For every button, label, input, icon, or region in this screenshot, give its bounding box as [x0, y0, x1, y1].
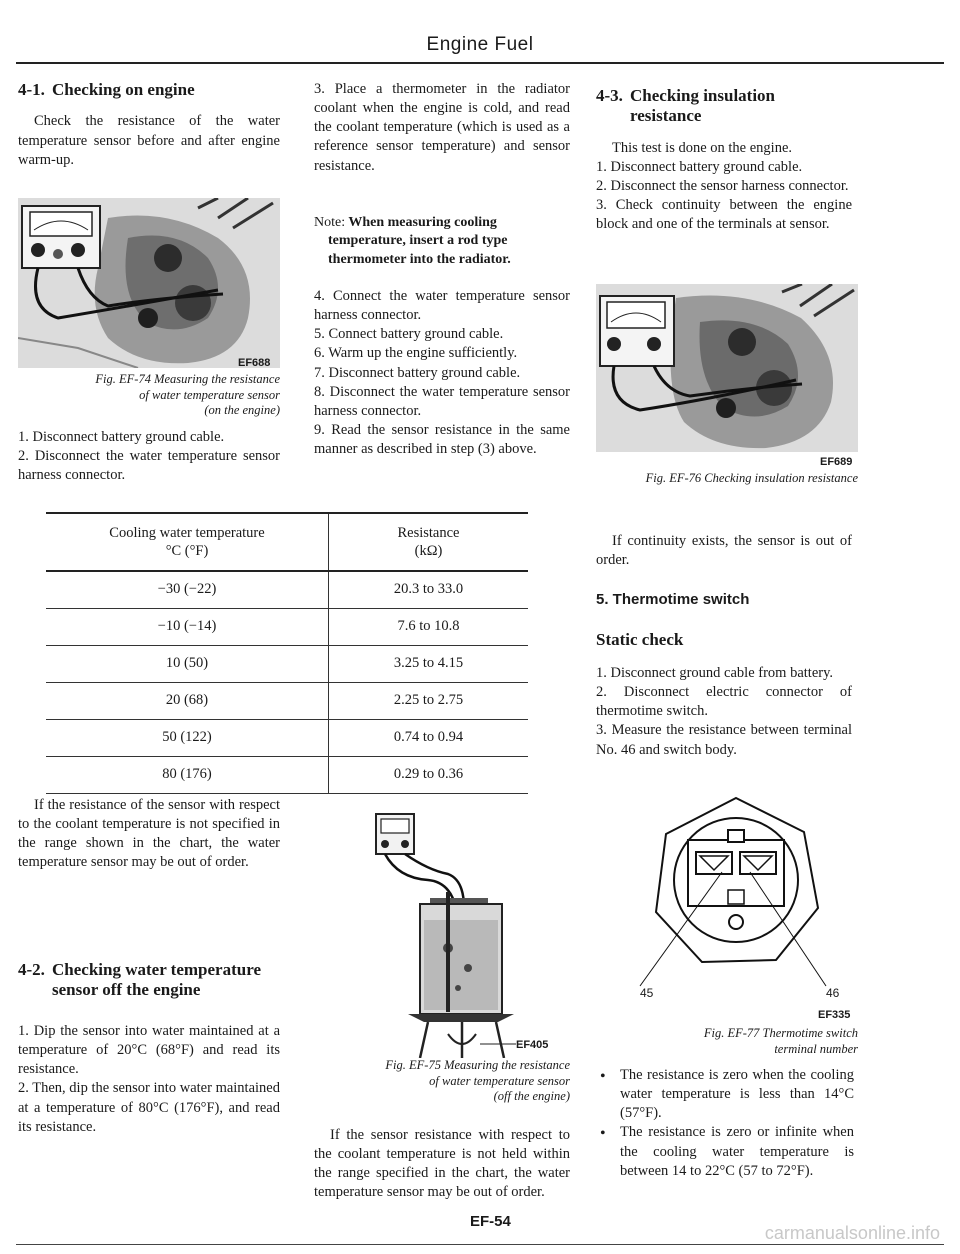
cell-temperature: 20 (68) [46, 683, 329, 720]
section-4-2-title-line1: Checking water temperature [52, 960, 261, 979]
fig-code-ef405: EF405 [516, 1039, 549, 1051]
caption-ef77-line1: Thermotime switch [762, 1026, 858, 1040]
section-4-1-steps [18, 428, 280, 485]
cell-temperature: 10 (50) [46, 646, 329, 683]
terminal-label-46: 46 [826, 986, 840, 1000]
bullet-item: • The resistance is zero when the cooling water temperature is less than 14°C (57°F). [596, 1066, 854, 1123]
fig-code-ef689: EF689 [820, 456, 853, 468]
terminal-label-45: 45 [640, 986, 654, 1000]
bullet-item: • The resistance is zero or infinite when the cooling water temperature is between 14 to 22°C (57 to 72°F). [596, 1123, 854, 1180]
section-4-3-heading [596, 86, 852, 127]
beaker-photo-ef75 [368, 808, 518, 1058]
step-item: 9. Read the sensor resistance in the same manner as described in step (3) above. [314, 421, 570, 458]
column-header-resistance: Resistance (kΩ) [329, 513, 529, 571]
middle-closing-text: If the sensor resistance with respect to the coolant temperature is not held within the range specified in the chart, the water temperature sensor may be out of order. [314, 1127, 570, 1201]
cell-resistance: 7.6 to 10.8 [329, 609, 529, 646]
step-item: 7. Disconnect battery ground cable. [314, 364, 521, 381]
static-check-steps [596, 664, 852, 760]
caption-ef77-number: Fig. EF-77 [703, 1026, 760, 1040]
cell-resistance: 2.25 to 2.75 [329, 683, 529, 720]
step-item: 2. Disconnect the water temperature sensor harness connector. [18, 448, 280, 484]
step-item: 1. Disconnect battery ground cable. [596, 158, 803, 175]
cell-resistance: 3.25 to 4.15 [329, 646, 529, 683]
header-rule [16, 62, 944, 64]
middle-column-top [314, 80, 570, 459]
thermotime-switch-diagram [626, 790, 846, 1000]
middle-steps-b [314, 287, 570, 459]
table-row [46, 757, 528, 794]
step-item: 5. Connect battery ground cable. [314, 326, 504, 343]
section-4-2-heading [18, 960, 280, 1001]
caption-ef77-line2: terminal number [774, 1041, 858, 1056]
static-check-bullets [596, 1066, 854, 1181]
table-row [46, 683, 528, 720]
caption-ef77 [596, 1026, 858, 1057]
caption-ef75-number: Fig. EF-75 [385, 1058, 441, 1072]
caption-ef75-line2: of water temperature sensor [429, 1073, 570, 1088]
caption-ef74-line2: of water temperature sensor [139, 387, 280, 402]
fig-code-ef688: EF688 [238, 357, 271, 369]
section-4-3-after: If continuity exists, the sensor is out of order. [596, 533, 852, 569]
note-block [314, 214, 570, 269]
section-4-1-number: 4-1. [18, 80, 45, 99]
column-header-temperature: Cooling water temperature °C (°F) [46, 513, 329, 571]
section-4-2-steps [18, 1022, 280, 1137]
note-text: When measuring cooling temperature, insert a rod type thermometer into the radiator. [328, 214, 511, 267]
step-item: 2. Then, dip the sensor into water maintained at a temperature of 80°C (176°F), and read its resistance. [18, 1080, 280, 1135]
caption-ef74-line3: (on the engine) [204, 403, 280, 418]
section-4-1-title: Checking on engine [52, 80, 195, 99]
section-4-3-steps [596, 158, 852, 235]
page-header-title: Engine Fuel [426, 34, 534, 55]
table-row [46, 720, 528, 757]
section-4-3-title-line1: Checking insulation [630, 86, 776, 105]
caption-ef74-number: Fig. EF-74 [95, 372, 151, 386]
step-item: 2. Disconnect electric connector of thermotime switch. [596, 684, 852, 720]
section-4-1-intro: Check the resistance of the water temperature sensor before and after engine warm-up. [18, 113, 280, 168]
section-4-3-title-line2: resistance [630, 106, 702, 126]
table-header-row [46, 513, 528, 571]
step-item: 1. Disconnect battery ground cable. [18, 429, 225, 445]
page-number: EF-54 [470, 1213, 511, 1230]
engine-photo-ef76 [596, 284, 858, 452]
cell-temperature: −10 (−14) [46, 609, 329, 646]
note-label: Note: [314, 214, 346, 230]
step-item: 6. Warm up the engine sufficiently. [314, 345, 518, 362]
section-4-3 [596, 86, 852, 234]
caption-ef75-line3: (off the engine) [493, 1089, 570, 1104]
step-item: 1. Disconnect ground cable from battery. [596, 665, 834, 681]
cell-temperature: 50 (122) [46, 720, 329, 757]
cell-resistance: 20.3 to 33.0 [329, 571, 529, 609]
caption-ef74-line1: Measuring the resistance [154, 372, 280, 386]
engine-photo-ef74 [18, 198, 280, 368]
section-4-1-heading [18, 80, 280, 100]
section-4-2-title-line2: sensor off the engine [52, 980, 201, 1000]
cell-temperature: −30 (−22) [46, 571, 329, 609]
section-4-3-intro: This test is done on the engine. [612, 139, 793, 156]
section-5-heading: 5. Thermotime switch [596, 591, 750, 608]
table-row [46, 571, 528, 609]
caption-ef74 [18, 372, 280, 419]
static-check-heading: Static check [596, 630, 684, 649]
cell-resistance: 0.74 to 0.94 [329, 720, 529, 757]
resistance-table [46, 512, 528, 794]
step-item: 8. Disconnect the water temperature sensor harness connector. [314, 383, 570, 419]
step-item: 3. Measure the resistance between terminal No. 46 and switch body. [596, 722, 852, 758]
middle-steps-a [314, 80, 570, 176]
caption-ef75 [314, 1058, 570, 1105]
section-4-2-number: 4-2. [18, 960, 45, 979]
cell-resistance: 0.29 to 0.36 [329, 757, 529, 794]
step-item: 2. Disconnect the sensor harness connector. [596, 178, 849, 195]
section-4-1 [18, 80, 280, 170]
left-after-table-text: If the resistance of the sensor with respect to the coolant temperature is not specified in the range shown in the chart, the water temperature sensor may be out of order. [18, 797, 280, 871]
step-item: 3. Check continuity between the engine block and one of the terminals at sensor. [596, 197, 852, 233]
step-item: 3. Place a thermometer in the radiator coolant when the engine is cold, and read the coolant temperature (which is used as a reference sensor temperature) and sensor resistance. [314, 81, 570, 174]
table-row [46, 646, 528, 683]
section-4-3-number: 4-3. [596, 86, 623, 105]
table-row [46, 609, 528, 646]
step-item: 1. Dip the sensor into water maintained at a temperature of 20°C (68°F) and read its resistance. [18, 1023, 280, 1078]
caption-ef76: Fig. EF-76 Checking insulation resistance [645, 471, 858, 485]
step-item: 4. Connect the water temperature sensor harness connector. [314, 288, 570, 324]
cell-temperature: 80 (176) [46, 757, 329, 794]
caption-ef75-line1: Measuring the resistance [444, 1058, 570, 1072]
fig-code-ef335: EF335 [818, 1009, 851, 1021]
watermark-text: carmanualsonline.info [764, 1223, 940, 1243]
